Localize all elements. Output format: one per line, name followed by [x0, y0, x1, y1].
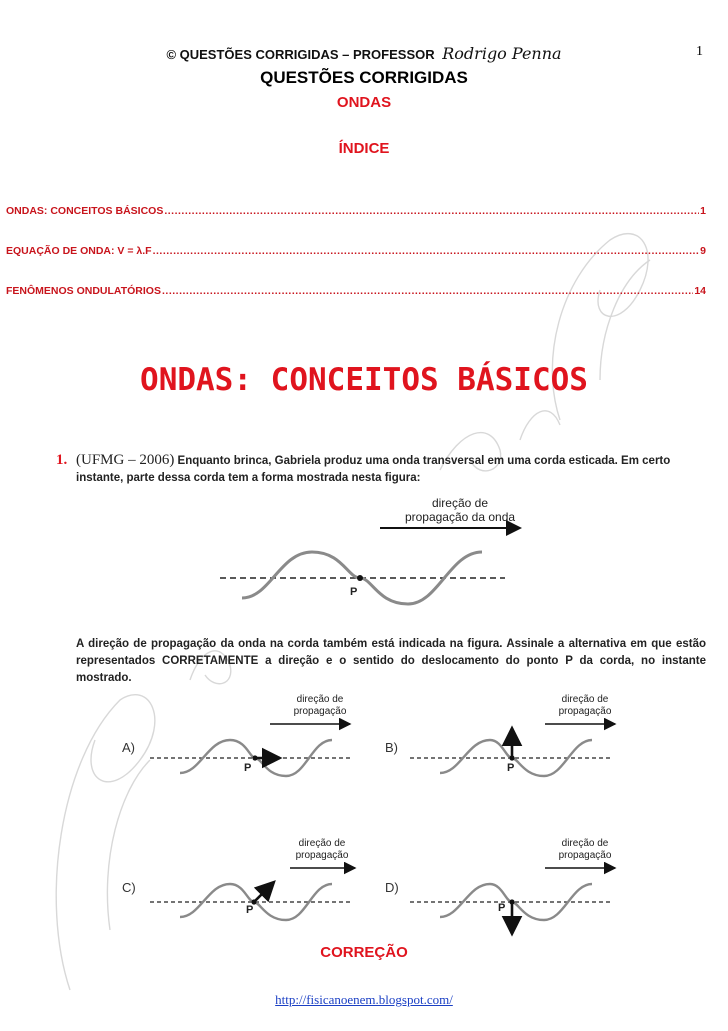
option-c-point: P [246, 904, 254, 916]
toc-leader [153, 245, 700, 257]
option-d-letter[interactable]: D) [385, 880, 399, 895]
question-number: 1. [56, 452, 68, 468]
toc-entry-equacao[interactable] [6, 245, 706, 257]
question-source: (UFMG – 2006) [76, 452, 175, 468]
displacement-arrow-diagonal [254, 882, 274, 902]
option-d-label [545, 838, 625, 862]
option-c-figure[interactable] [140, 862, 360, 932]
question-intro [76, 452, 706, 487]
page-number: 1 [696, 44, 703, 59]
label-line: direção de [298, 838, 346, 849]
toc-entry-fenomenos[interactable] [6, 285, 706, 297]
section-title: ONDAS: CONCEITOS BÁSICOS [140, 362, 588, 398]
toc-leader [162, 285, 693, 297]
option-a-label [280, 694, 360, 718]
footer-link[interactable]: http://fisicanoenem.blogspot.com/ [275, 992, 453, 1007]
label-line: direção de [561, 694, 609, 705]
label-line: propagação [558, 706, 612, 717]
toc-label: ONDAS: CONCEITOS BÁSICOS [6, 205, 164, 217]
header-copyright [0, 44, 728, 63]
option-b-point: P [507, 762, 515, 774]
label-line: propagação [293, 706, 347, 717]
label-line: direção de [561, 838, 609, 849]
option-a-letter[interactable]: A) [122, 740, 135, 755]
index-title: ÍNDICE [338, 140, 390, 157]
toc-page: 14 [694, 285, 706, 297]
option-c-letter[interactable]: C) [122, 880, 136, 895]
option-b-figure[interactable] [400, 718, 620, 788]
document-subtitle: ONDAS [336, 94, 392, 111]
label-line: propagação [558, 850, 612, 861]
toc-page: 1 [700, 205, 706, 217]
toc-label: EQUAÇÃO DE ONDA: V = λ.F [6, 245, 152, 257]
option-d-figure[interactable] [400, 862, 620, 942]
question-intro-text: Enquanto brinca, Gabriela produz uma onda transversal em uma corda esticada. Em certo instante, parte dessa corda tem a forma mostrada nesta figura: [76, 455, 671, 484]
option-d-point: P [498, 902, 506, 914]
toc-entry-conceitos[interactable] [6, 205, 706, 217]
question-prompt: A direção de propagação da onda na corda também está indicada na figura. Assinale a alternativa em que estão representados CORRETAMENTE a direção e o sentido do deslocamento do ponto P da corda, no instante mostrado. [76, 638, 706, 684]
option-a-point: P [244, 762, 252, 774]
toc-label: FENÔMENOS ONDULATÓRIOS [6, 285, 161, 297]
label-line: direção de [296, 694, 344, 705]
option-a-figure[interactable] [140, 718, 360, 788]
author-signature: Rodrigo Penna [442, 44, 562, 63]
toc-page: 9 [700, 245, 706, 257]
label-line: propagação [295, 850, 349, 861]
main-figure-label [400, 496, 520, 524]
toc-leader [164, 205, 699, 217]
document-title: QUESTÕES CORRIGIDAS [260, 68, 468, 87]
copyright-text: © QUESTÕES CORRIGIDAS – PROFESSOR [166, 47, 435, 62]
option-c-label [282, 838, 362, 862]
label-line: propagação da onda [404, 510, 516, 524]
label-line: direção de [431, 496, 489, 510]
correction-title: CORREÇÃO [320, 944, 408, 961]
point-p-label: P [350, 586, 358, 598]
option-b-label [545, 694, 625, 718]
point-p-marker [357, 575, 363, 581]
option-b-letter[interactable]: B) [385, 740, 398, 755]
